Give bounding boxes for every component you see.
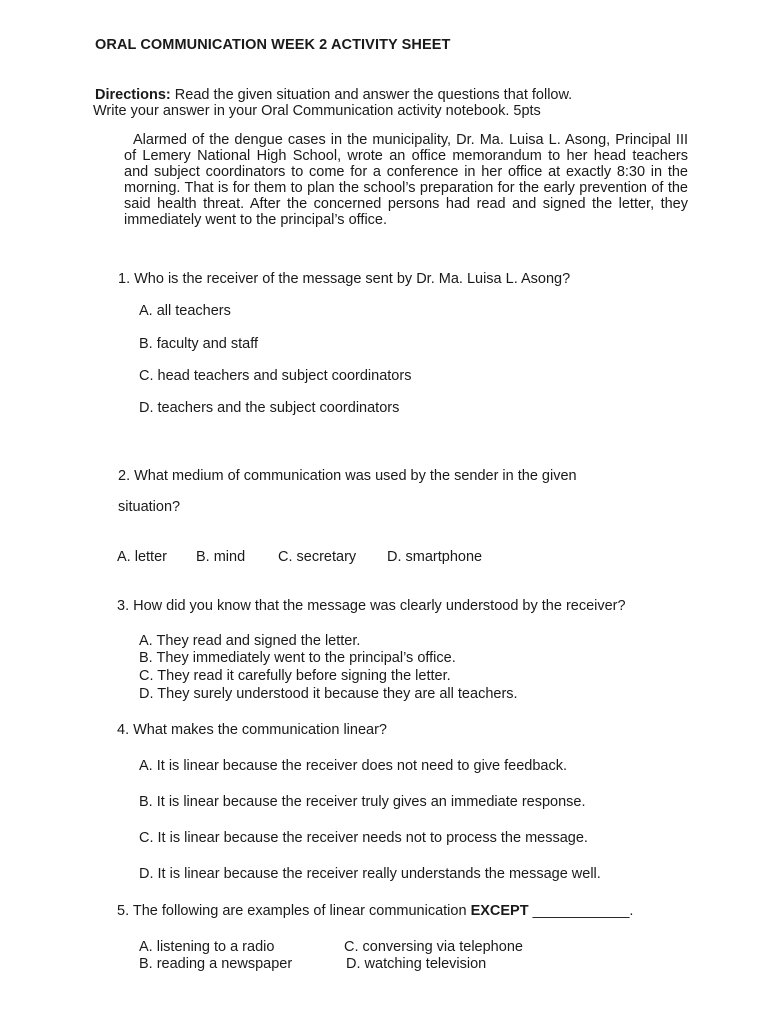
question-1-option-a: A. all teachers: [139, 303, 231, 319]
question-2-line-2: situation?: [118, 499, 181, 515]
question-1-option-d: D. teachers and the subject coordinators: [139, 400, 400, 416]
question-2-line-1: 2. What medium of communication was used by the sender in the given: [118, 468, 577, 484]
directions-label: Directions:: [95, 87, 171, 103]
question-4-option-b: B. It is linear because the receiver truly gives an immediate response.: [139, 794, 586, 810]
question-5-option-a: A. listening to a radio: [139, 939, 275, 955]
question-5-blank: ____________.: [528, 903, 634, 919]
page-title: ORAL COMMUNICATION WEEK 2 ACTIVITY SHEET: [95, 37, 451, 53]
question-5-option-d: D. watching television: [346, 956, 487, 972]
question-1-option-b: B. faculty and staff: [139, 336, 259, 352]
question-1-option-c: C. head teachers and subject coordinators: [139, 368, 412, 384]
question-3-option-b: B. They immediately went to the principal’s office.: [139, 650, 456, 666]
directions-text: Read the given situation and answer the questions that follow.: [170, 87, 573, 103]
question-3-option-a: A. They read and signed the letter.: [139, 633, 361, 649]
question-5-except: EXCEPT: [470, 903, 529, 919]
question-4-option-a: A. It is linear because the receiver does not need to give feedback.: [139, 758, 568, 774]
question-5: [117, 903, 633, 920]
question-5-text: 5. The following are examples of linear communication: [117, 903, 471, 919]
question-4: 4. What makes the communication linear?: [117, 722, 387, 738]
question-2-option-c: C. secretary: [278, 549, 357, 565]
question-2-option-d: D. smartphone: [387, 549, 483, 565]
question-1: 1. Who is the receiver of the message sent by Dr. Ma. Luisa L. Asong?: [118, 271, 571, 287]
question-2-option-a: A. letter: [117, 549, 167, 565]
question-5-option-b: B. reading a newspaper: [139, 956, 293, 972]
question-2-option-b: B. mind: [196, 549, 246, 565]
question-3: 3. How did you know that the message was clearly understood by the receiver?: [117, 598, 626, 614]
directions-line-1: [95, 87, 572, 104]
question-4-option-c: C. It is linear because the receiver needs not to process the message.: [139, 830, 588, 846]
directions-line-2: Write your answer in your Oral Communication activity notebook. 5pts: [93, 103, 541, 119]
question-3-option-d: D. They surely understood it because they are all teachers.: [139, 686, 518, 702]
situation-passage: [124, 132, 688, 228]
passage-text: Alarmed of the dengue cases in the municipality, Dr. Ma. Luisa L. Asong, Principal III of Lemery National High School, wrote an office memorandum to her head teachers and subject coordinators to come for a conference in her office at exactly 8:30 in the morning. That is for them to plan the school’s preparation for the early prevention of the said health threat. After the concerned persons had read and signed the letter, they immediately went to the principal’s office.: [124, 132, 688, 228]
question-3-option-c: C. They read it carefully before signing the letter.: [139, 668, 451, 684]
question-4-option-d: D. It is linear because the receiver really understands the message well.: [139, 866, 601, 882]
question-5-option-c: C. conversing via telephone: [344, 939, 523, 955]
